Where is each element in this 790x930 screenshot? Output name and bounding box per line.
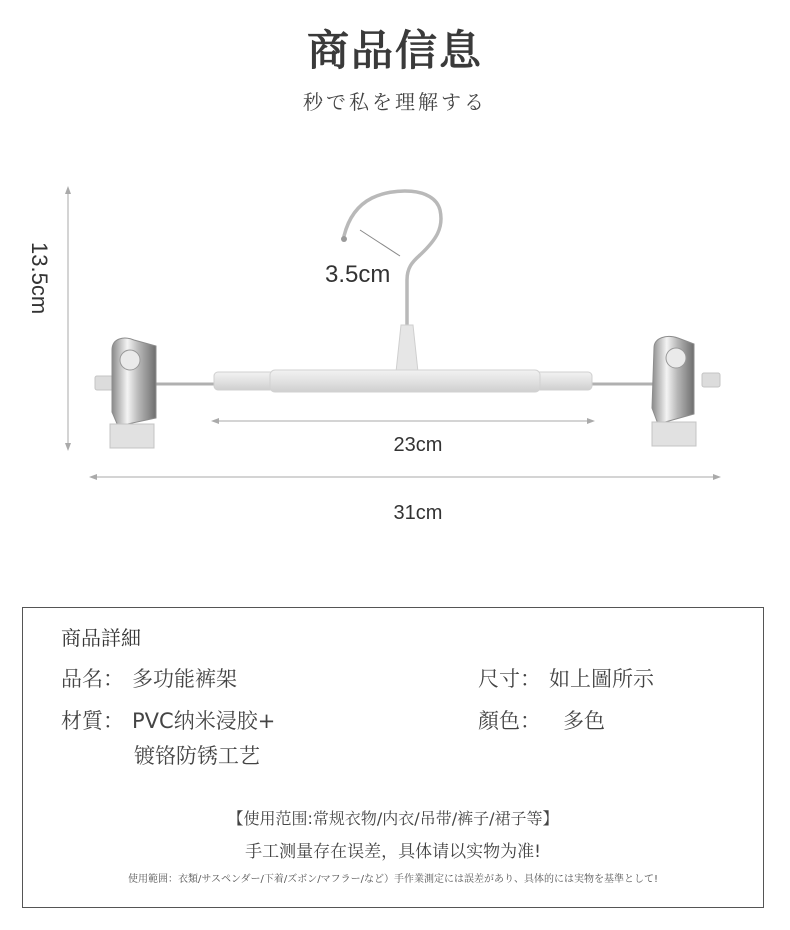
bar-label: 23cm xyxy=(393,434,443,456)
material-value-line1: PVC纳米浸胶+ xyxy=(132,709,276,733)
usage-range-jp: 使用範囲：衣類/サスペンダー/下着/ズボン/マフラー/など）手作業測定には誤差があり、具体的には実物を基準として! xyxy=(127,874,659,885)
measurement-note-cn: 手工测量存在误差，具体请以实物为准! xyxy=(245,842,541,862)
name-label: 品名： xyxy=(61,667,124,691)
height-label: 13.5cm xyxy=(27,242,52,315)
details-title: 商品詳細 xyxy=(61,626,141,650)
hook-label: 3.5cm xyxy=(325,261,391,288)
left-clip xyxy=(95,338,156,448)
total-dimension xyxy=(89,474,721,480)
color-row xyxy=(478,705,605,735)
material-value-line2: 镀铬防锈工艺 xyxy=(134,744,260,768)
color-label: 顏色： xyxy=(478,709,541,733)
hook-dimension xyxy=(360,230,400,256)
size-row xyxy=(478,663,654,693)
page-title: 商品信息 xyxy=(306,26,483,75)
height-dimension xyxy=(65,186,71,451)
color-value: 多色 xyxy=(563,709,605,733)
product-details-box xyxy=(22,607,764,908)
name-row xyxy=(61,663,237,693)
page-subtitle: 秒で私を理解する xyxy=(303,90,487,114)
bar-dimension xyxy=(211,418,595,424)
material-label: 材質： xyxy=(61,709,124,733)
total-label: 31cm xyxy=(393,502,443,524)
name-value: 多功能裤架 xyxy=(132,667,237,691)
size-value: 如上圖所示 xyxy=(549,667,654,691)
size-label: 尺寸： xyxy=(478,667,541,691)
material-row xyxy=(61,705,275,735)
hanger-diagram xyxy=(0,150,790,540)
usage-range-cn: 【使用范围:常规衣物/内衣/吊带/裤子/裙子等】 xyxy=(227,809,559,828)
right-clip xyxy=(652,336,720,446)
